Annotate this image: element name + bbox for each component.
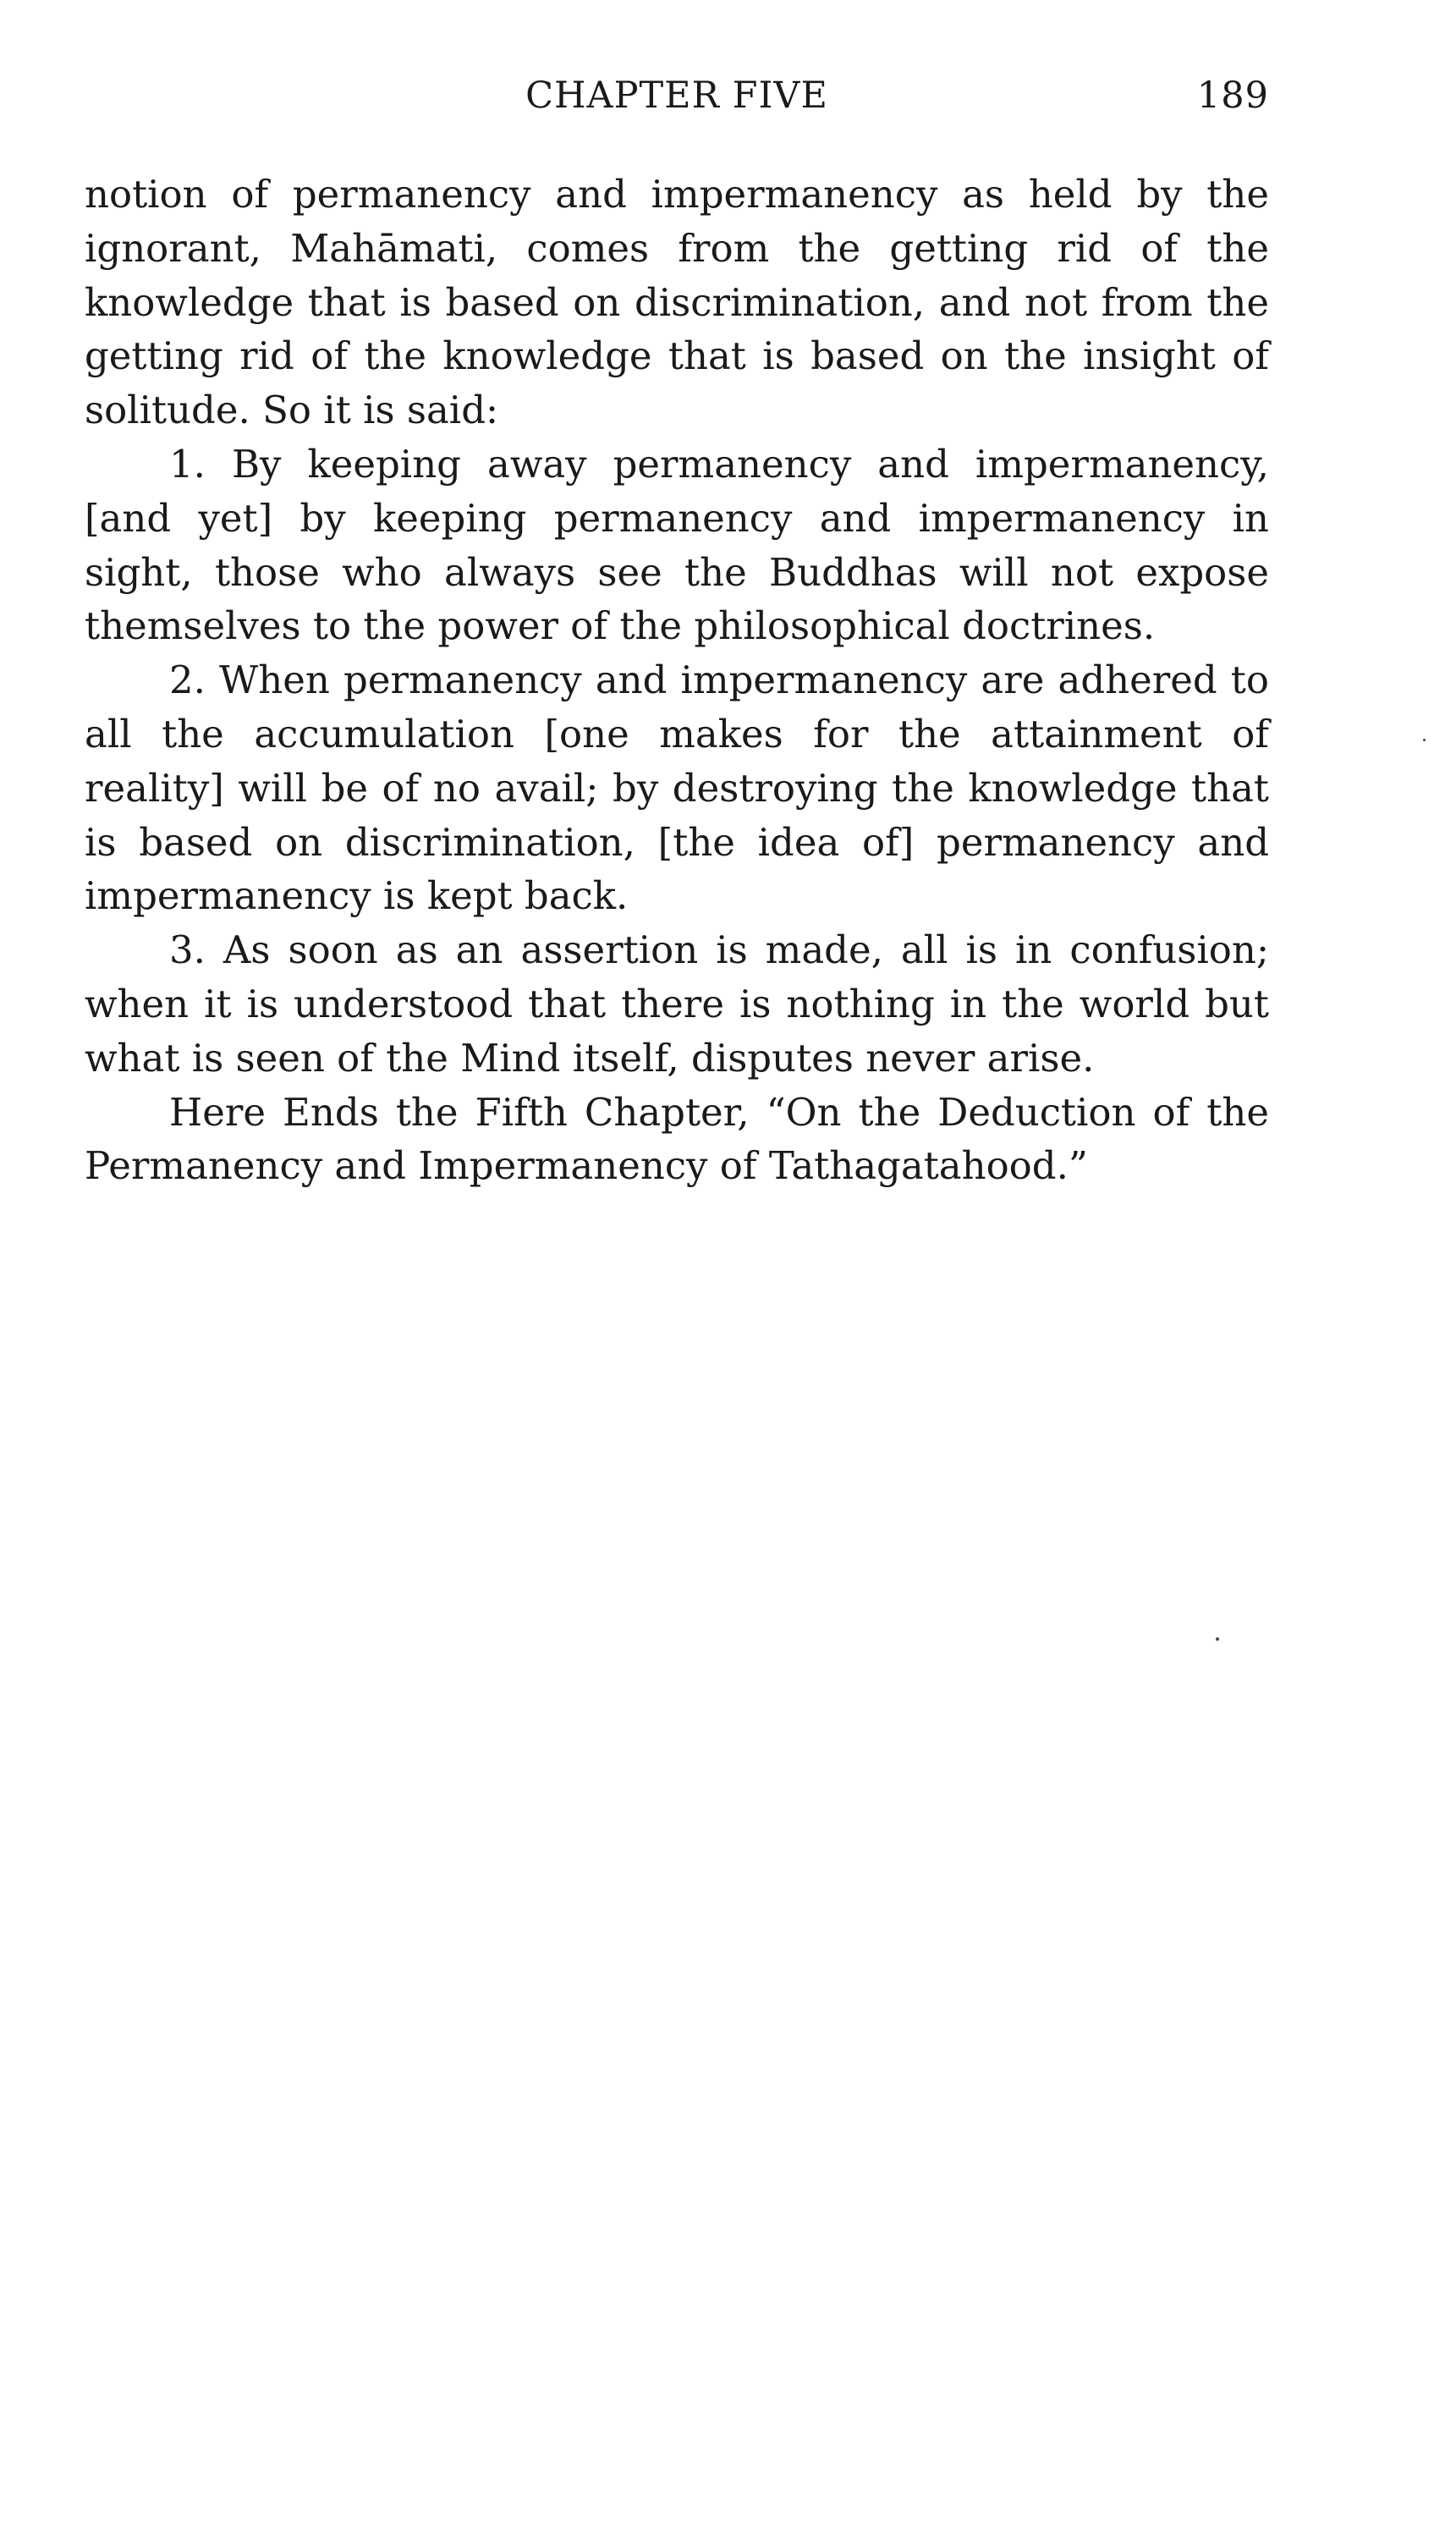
body-text bbox=[85, 168, 1269, 1193]
paragraph-1: notion of permanency and impermanency as held by the ignorant, Mahāmati, comes from the getting rid of the knowledge that is based on discrimination, and not from the getting rid of the knowledge that is based on the insight of solitude. So it is said: bbox=[85, 172, 1269, 433]
verse-2: 2. When permanency and impermanency are adhered to all the accumulation [one makes for the attainment of reality] will be of no avail; by destroying the knowledge that is based on discrimination, [the idea of] permanency and impermanency is kept back. bbox=[85, 657, 1269, 919]
chapter-title: CHAPTER FIVE bbox=[525, 74, 828, 117]
paper-speck bbox=[1216, 1637, 1219, 1641]
page-number: 189 bbox=[1196, 74, 1269, 117]
book-page bbox=[85, 74, 1269, 1193]
verse-3: 3. As soon as an assertion is made, all is in confusion; when it is understood that there is nothing in the world but what is seen of the Mind itself, disputes never arise. bbox=[85, 927, 1269, 1081]
paper-speck bbox=[1423, 739, 1426, 741]
running-head bbox=[85, 74, 1269, 125]
verse-1: 1. By keeping away permanency and impermanency, [and yet] by keeping permanency and impermanency in sight, those who always see the Buddhas will not expose themselves to the power of the philosophical doctrines. bbox=[85, 441, 1269, 649]
chapter-colophon: Here Ends the Fifth Chapter, “On the Deduction of the Permanency and Impermanency of Tathagatahood.” bbox=[85, 1089, 1269, 1189]
